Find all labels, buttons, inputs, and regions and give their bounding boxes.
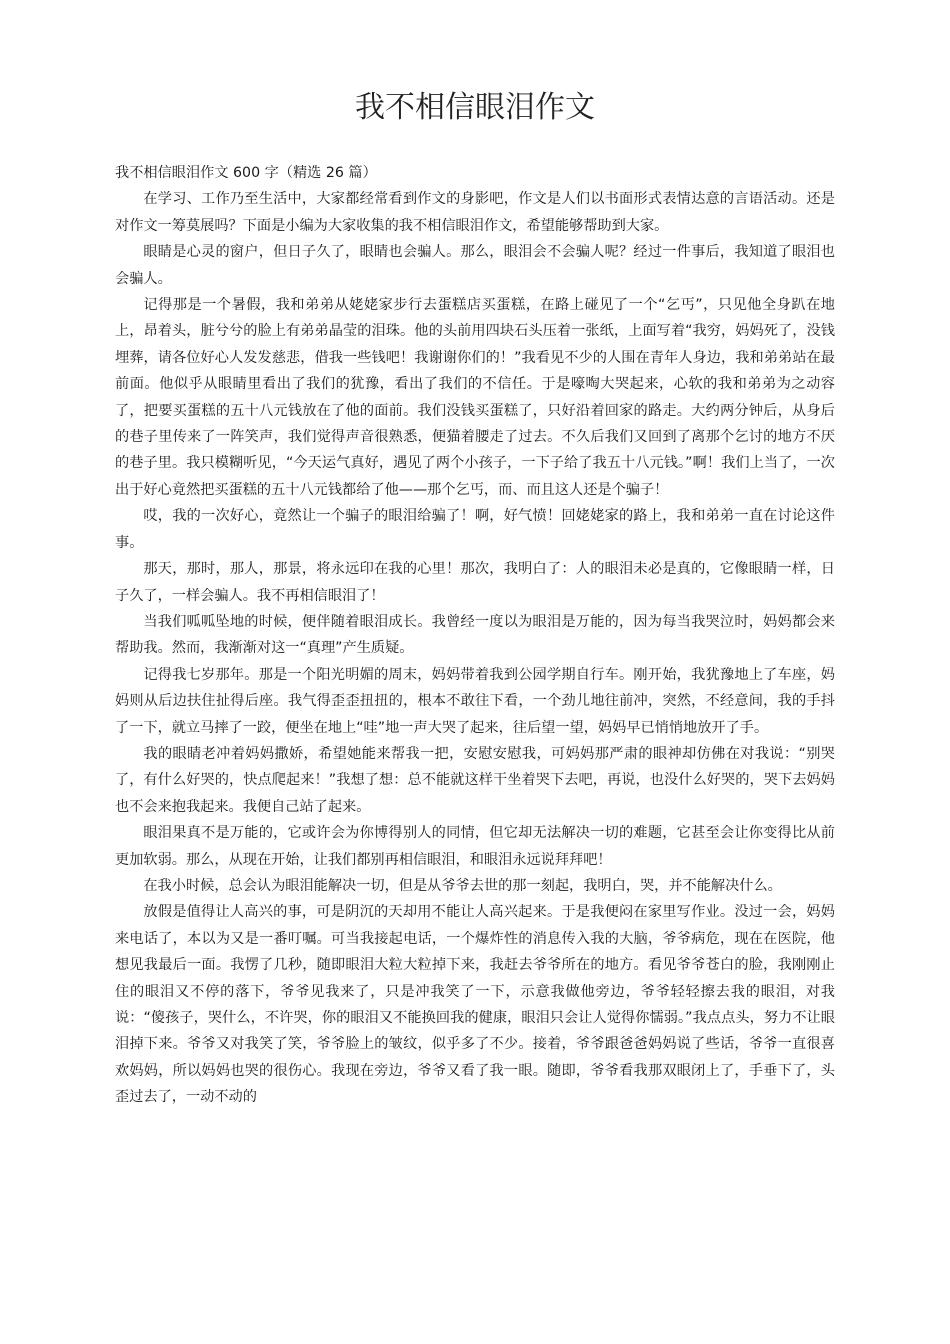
document-body xyxy=(115,160,835,1111)
paragraph: 那天，那时，那人，那景，将永远印在我的心里！那次，我明白了：人的眼泪未必是真的，它像眼睛一样，日子久了，一样会骗人。我不再相信眼泪了！ xyxy=(115,561,835,604)
paragraph: 眼泪果真不是万能的，它或许会为你博得别人的同情，但它却无法解决一切的难题，它甚至会让你变得比从前更加软弱。那么，从现在开始，让我们都别再相信眼泪，和眼泪永远说拜拜吧！ xyxy=(115,825,835,868)
paragraph: 眼睛是心灵的窗户，但日子久了，眼睛也会骗人。那么，眼泪会不会骗人呢？经过一件事后，我知道了眼泪也会骗人。 xyxy=(115,244,835,287)
paragraph: 记得我七岁那年。那是一个阳光明媚的周末，妈妈带着我到公园学期自行车。刚开始，我犹豫地上了车座，妈妈则从后边扶住扯得后座。我气得歪歪扭扭的，根本不敢往下看，一个劲儿地往前冲，突然，不经意间，我的手抖了一下，就立马摔了一跤，便坐在地上“哇”地一声大哭了起来，往后望一望，妈妈早已悄悄地放开了手。 xyxy=(115,666,835,736)
paragraph: 当我们呱呱坠地的时候，便伴随着眼泪成长。我曾经一度以为眼泪是万能的，因为每当我哭泣时，妈妈都会来帮助我。然而，我渐渐对这一“真理”产生质疑。 xyxy=(115,613,835,657)
paragraph: 我的眼睛老冲着妈妈撒娇，希望她能来帮我一把，安慰安慰我，可妈妈那严肃的眼神却仿佛在对我说：“别哭了，有什么好哭的，快点爬起来！”我想了想：总不能就这样干坐着哭下去吧，再说，也没什么好哭的，哭下去妈妈也不会来抱我起来。我便自己站了起来。 xyxy=(115,745,835,815)
document-subtitle: 我不相信眼泪作文 600 字（精选 26 篇） xyxy=(115,165,377,181)
paragraph: 在学习、工作乃至生活中，大家都经常看到作文的身影吧，作文是人们以书面形式表情达意的言语活动。还是对作文一筹莫展吗？下面是小编为大家收集的我不相信眼泪作文，希望能够帮助到大家。 xyxy=(115,191,835,234)
document-title: 我不相信眼泪作文 xyxy=(355,90,595,125)
paragraph: 放假是值得让人高兴的事，可是阴沉的天却用不能让人高兴起来。于是我便闷在家里写作业。没过一会，妈妈来电话了，本以为又是一番叮嘱。可当我接起电话，一个爆炸性的消息传入我的大脑，爷爷病危，现在在医院，他想见我最后一面。我愣了几秒，随即眼泪大粒大粒掉下来，我赶去爷爷所在的地方。看见爷爷苍白的脸，我刚刚止住的眼泪又不停的落下，爷爷见我来了，只是冲我笑了一下，示意我做他旁边，爷爷轻轻擦去我的眼泪，对我说：“傻孩子，哭什么，不许哭，你的眼泪又不能换回我的健康，眼泪只会让人觉得你懦弱。”我点点头，努力不让眼泪掉下来。爷爷又对我笑了笑，爷爷脸上的皱纹，似乎多了不少。接着，爷爷跟爸爸妈妈说了些话，爷爷一直很喜欢妈妈，所以妈妈也哭的很伤心。我现在旁边，爷爷又看了我一眼。随即，爷爷看我那双眼闭上了，手垂下了，头歪过去了，一动不动的 xyxy=(115,904,835,1106)
paragraph: 在我小时候，总会认为眼泪能解决一切，但是从爷爷去世的那一刻起，我明白，哭，并不能解决什么。 xyxy=(143,877,782,894)
paragraph: 哎，我的一次好心，竟然让一个骗子的眼泪给骗了！啊，好气愤！回姥姥家的路上，我和弟弟一直在讨论这件事。 xyxy=(115,508,835,551)
paragraph: 记得那是一个暑假，我和弟弟从姥姥家步行去蛋糕店买蛋糕，在路上碰见了一个“乞丐”，只见他全身趴在地上，昂着头，脏兮兮的脸上有弟弟晶莹的泪珠。他的头前用四块石头压着一张纸，上面写着“我穷，妈妈死了，没钱埋葬，请各位好心人发发慈悲，借我一些钱吧！我谢谢你们的！”我看见不少的人围在青年人身边，我和弟弟站在最前面。他似乎从眼睛里看出了我们的犹豫，看出了我们的不信任。于是嚎啕大哭起来，心软的我和弟弟为之动容了，把要买蛋糕的五十八元钱放在了他的面前。我们没钱买蛋糕了，只好沿着回家的路走。大约两分钟后，从身后的巷子里传来了一阵笑声，我们觉得声音很熟悉，便猫着腰走了过去。不久后我们又回到了离那个乞讨的地方不厌的巷子里。我只模糊听见，“今天运气真好，遇见了两个小孩子，一下子给了我五十八元钱。”啊！我们上当了，一次出于好心竟然把买蛋糕的五十八元钱都给了他——那个乞丐，而、而且这人还是个骗子！ xyxy=(115,297,835,498)
